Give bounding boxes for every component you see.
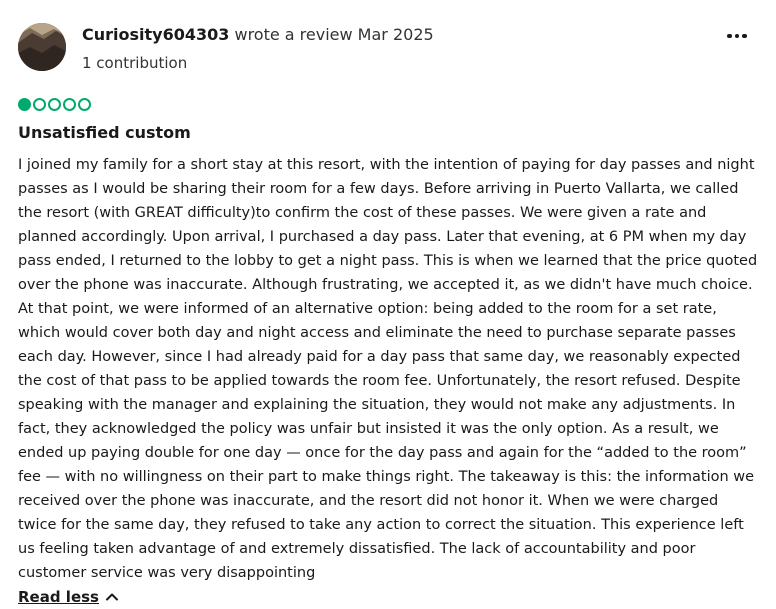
read-less-button[interactable]: [18, 586, 119, 608]
reviewer-name[interactable]: Curiosity604303: [82, 25, 230, 44]
review-body: I joined my family for a short stay at this resort, with the intention of paying for day passes and night passes as I would be sharing their room for a few days. Before arriving in Puerto Vallarta, we called the resort (with GREAT difficulty)to confirm the cost of these passes. We were given a rate and planned accordingly. Upon arrival, I purchased a day pass. Later that evening, at 6 PM when my day pass ended, I returned to the lobby to get a night pass. This is when we learned that the price quoted over the phone was inaccurate. Although frustrating, we accepted it, as we didn't have much choice. At that point, we were informed of an alternative option: being added to the room for a set rate, which would cover both day and night access and eliminate the need to purchase separate passes each day. However, since I had already paid for a day pass that same day, we reasonably expected the cost of that pass to be applied towards the room fee. Unfortunately, the resort refused. Despite speaking with the manager and explaining the situation, they would not make any adjustments. In fact, they acknowledged the policy was unfair but insisted it was the only option. As a result, we ended up paying double for one day — once for the day pass and again for the “added to the room” fee — with no willingness on their part to make things right. The takeaway is this: the information we received over the phone was inaccurate, and the resort did not honor it. When we were charged twice for the same day, they refused to take any action to correct the situation. This experience left us feeling taken advantage of and extremely dissatisfied. The lack of accountability and poor customer service was very disappointing: [18, 157, 758, 581]
rating-bubble-empty-icon: [63, 98, 76, 111]
more-dot-icon: [727, 34, 732, 39]
review-title: Unsatisfied custom: [18, 123, 191, 142]
rating-bubble-filled-icon: [18, 98, 31, 111]
avatar-image: [18, 23, 66, 71]
contribution-count: 1 contribution: [82, 54, 188, 72]
chevron-up-icon: [105, 590, 119, 604]
review-date: wrote a review Mar 2025: [234, 25, 434, 44]
more-options-button[interactable]: [724, 28, 750, 44]
rating-bubble-empty-icon: [48, 98, 61, 111]
reviewer-line: [82, 24, 434, 46]
avatar[interactable]: [18, 23, 66, 71]
rating-bubble-empty-icon: [33, 98, 46, 111]
rating-bubble-empty-icon: [78, 98, 91, 111]
rating-bubbles: [18, 98, 91, 111]
more-dot-icon: [742, 34, 747, 39]
read-less-label: Read less: [18, 588, 99, 606]
more-dot-icon: [735, 34, 740, 39]
